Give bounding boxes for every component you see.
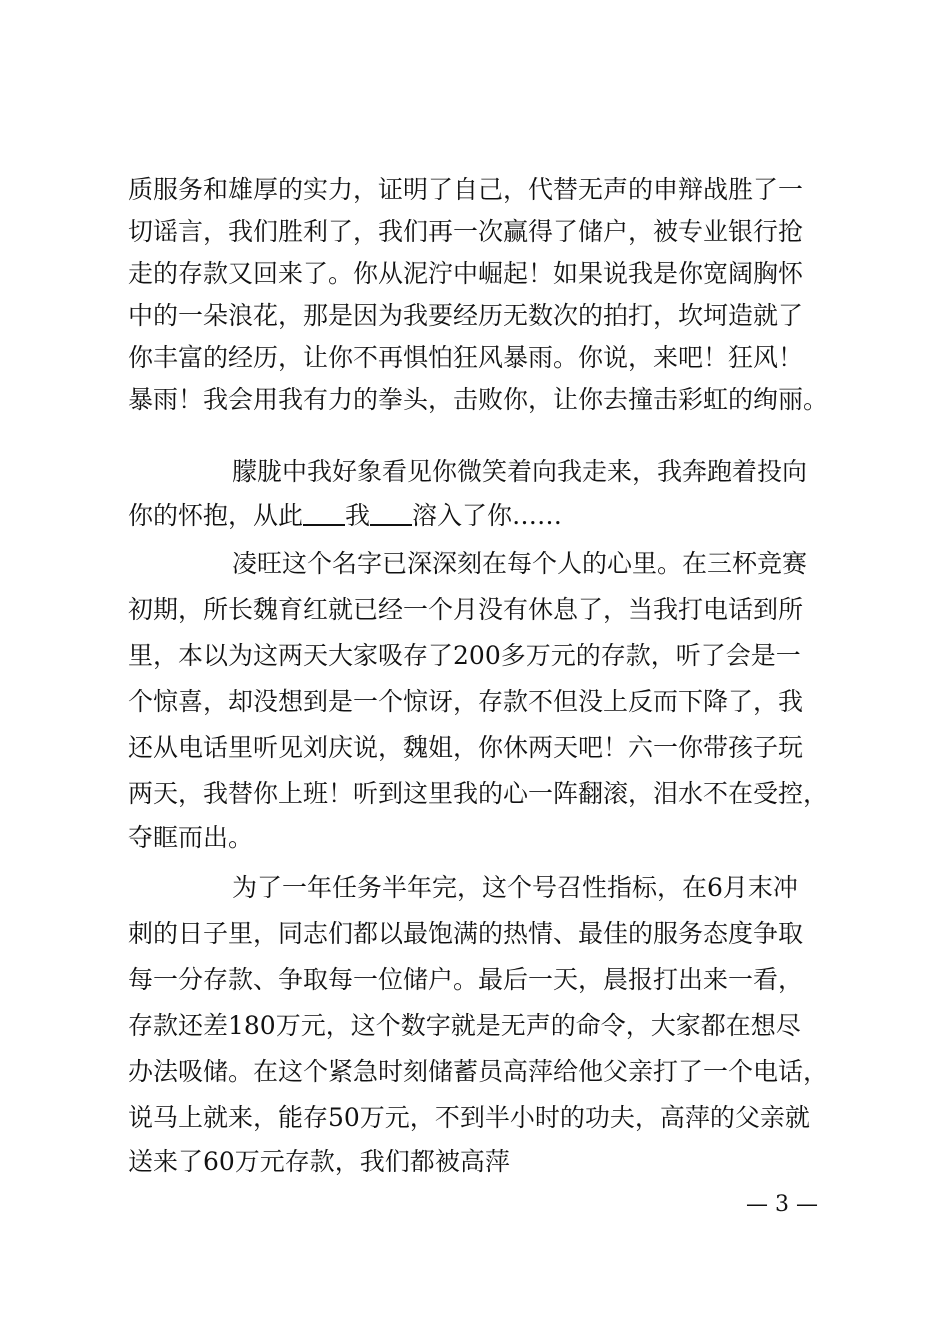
text-line: 还从电话里听见刘庆说，魏姐，你休两天吧！六一你带孩子玩 [128, 733, 804, 762]
blank-underline [370, 498, 412, 526]
text-line: 办法吸储。在这个紧急时刻储蓄员高萍给他父亲打了一个电话， [128, 1057, 829, 1086]
text-line: 暴雨！我会用我有力的拳头，击败你，让你去撞击彩虹的绚丽。 [128, 385, 829, 414]
blank-underline [303, 498, 345, 526]
text-line: 里，本以为这两天大家吸存了200多万元的存款，听了会是一 [128, 641, 801, 670]
text-line: 个惊喜，却没想到是一个惊讶，存款不但没上反而下降了，我 [128, 687, 804, 716]
text-line: 两天，我替你上班！听到这里我的心一阵翻滚，泪水不在受控， [128, 779, 829, 808]
text-line: 中的一朵浪花，那是因为我要经历无数次的拍打，坎坷造就了 [128, 301, 804, 330]
fill-in-part-2: 我 [345, 501, 371, 530]
paragraph-first-line: 朦胧中我好象看见你微笑着向我走来，我奔跑着投向 [232, 457, 808, 486]
text-line: 你丰富的经历，让你不再惧怕狂风暴雨。你说，来吧！狂风！ [128, 343, 804, 372]
text-line: 质服务和雄厚的实力，证明了自己，代替无声的申辩战胜了一 [128, 175, 804, 204]
text-line: 说马上就来，能存50万元，不到半小时的功夫，高萍的父亲就 [128, 1103, 810, 1132]
text-line: 每一分存款、争取每一位储户。最后一天，晨报打出来一看， [128, 965, 804, 994]
text-line: 切谣言，我们胜利了，我们再一次赢得了储户，被专业银行抢 [128, 217, 804, 246]
text-line: 走的存款又回来了。你从泥泞中崛起！如果说我是你宽阔胸怀 [128, 259, 804, 288]
page-number: — 3 — [746, 1192, 818, 1217]
text-line: 初期，所长魏育红就已经一个月没有休息了，当我打电话到所 [128, 595, 804, 624]
text-line: 送来了60万元存款，我们都被高萍 [128, 1147, 510, 1176]
paragraph-first-line: 凌旺这个名字已深深刻在每个人的心里。在三杯竞赛 [232, 549, 808, 578]
text-line: 夺眶而出。 [128, 823, 254, 852]
paragraph-first-line: 为了一年任务半年完，这个号召性指标，在6月末冲 [232, 873, 798, 902]
fill-in-part-3: 溶入了你…… [412, 501, 563, 530]
fill-in-part-1: 你的怀抱，从此 [128, 501, 304, 530]
text-line: 刺的日子里，同志们都以最饱满的热情、最佳的服务态度争取 [128, 919, 804, 948]
text-line: 存款还差180万元，这个数字就是无声的命令，大家都在想尽 [128, 1011, 801, 1040]
text-line-with-blanks [128, 496, 828, 536]
